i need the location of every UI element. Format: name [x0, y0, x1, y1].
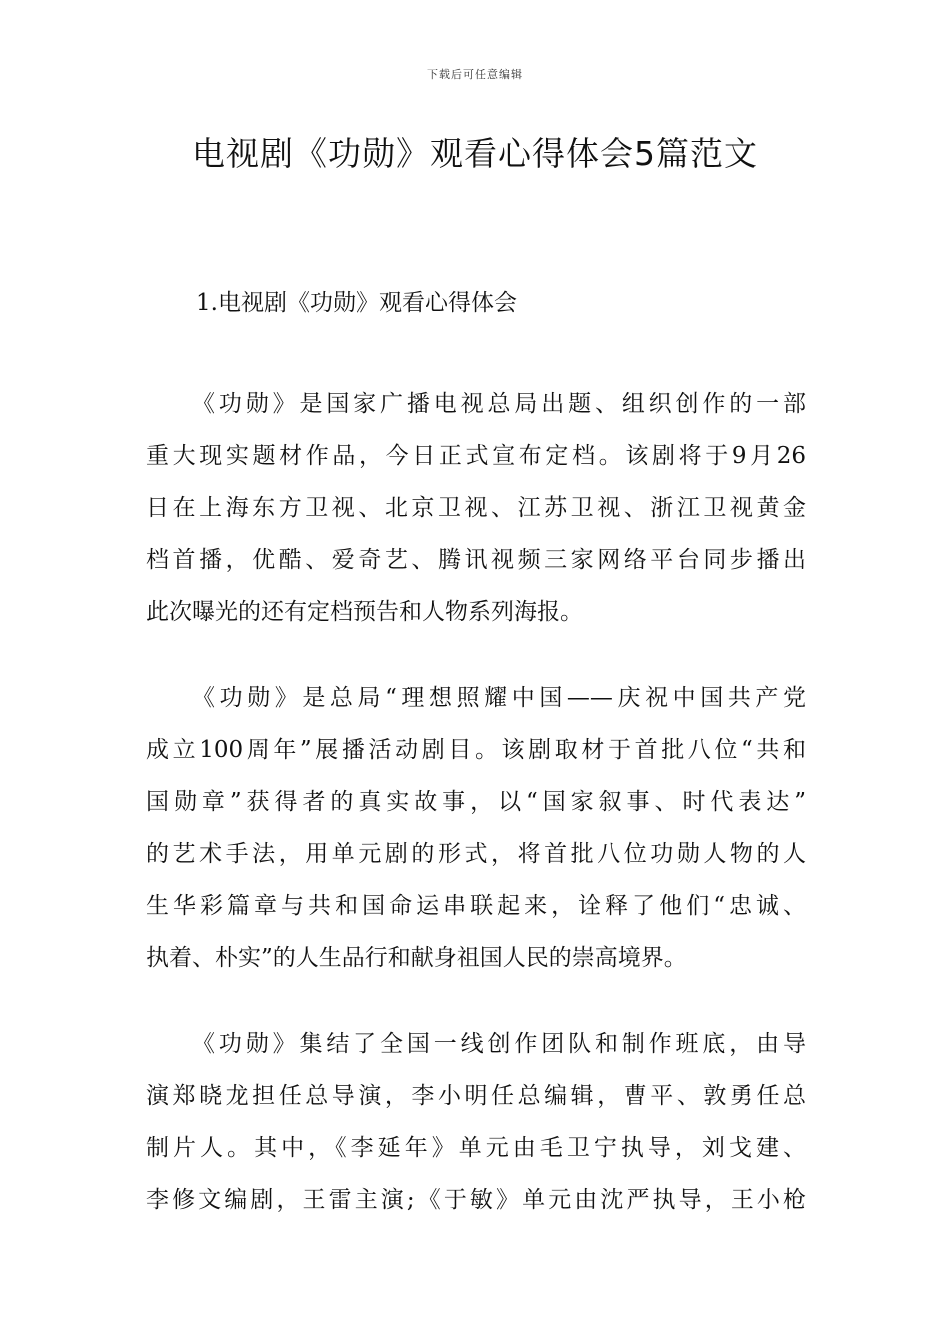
paragraph-line: 国勋章”获得者的真实故事，以“国家叙事、时代表达”: [146, 789, 806, 815]
paragraph-line: 《功勋》集结了全国一线创作团队和制作班底，由导: [192, 1031, 806, 1057]
paragraph-line: 李修文编剧，王雷主演;《于敏》单元由沈严执导，王小枪: [146, 1187, 806, 1213]
paragraph-line: 此次曝光的还有定档预告和人物系列海报。: [146, 599, 583, 625]
paragraph-line: 生华彩篇章与共和国命运串联起来，诠释了他们“忠诚、: [146, 893, 806, 919]
document-title: 电视剧《功勋》观看心得体会5篇范文: [192, 134, 758, 173]
section-heading: 1.电视剧《功勋》观看心得体会: [196, 290, 517, 316]
paragraph-line: 《功勋》是国家广播电视总局出题、组织创作的一部: [192, 391, 806, 417]
paragraph-line: 成立100周年”展播活动剧目。该剧取材于首批八位“共和: [146, 737, 806, 763]
paragraph-line: 演郑晓龙担任总导演，李小明任总编辑，曹平、敦勇任总: [146, 1083, 806, 1109]
paragraph-line: 档首播，优酷、爱奇艺、腾讯视频三家网络平台同步播出: [146, 547, 806, 573]
paragraph-line: 日在上海东方卫视、北京卫视、江苏卫视、浙江卫视黄金: [146, 495, 806, 521]
paragraph-line: 制片人。其中，《李延年》单元由毛卫宁执导，刘戈建、: [146, 1135, 806, 1161]
paragraph-3: [146, 1018, 806, 1226]
paragraph-line: 的艺术手法，用单元剧的形式，将首批八位功勋人物的人: [146, 841, 806, 867]
paragraph-line: 执着、朴实”的人生品行和献身祖国人民的崇高境界。: [146, 945, 687, 971]
paragraph-line: 《功勋》是总局“理想照耀中国——庆祝中国共产党: [192, 685, 806, 711]
paragraph-2: [146, 672, 806, 984]
paragraph-1: [146, 378, 806, 638]
header-note: 下载后可任意编辑: [427, 68, 523, 81]
paragraph-line: 重大现实题材作品，今日正式宣布定档。该剧将于9月26: [146, 443, 806, 469]
